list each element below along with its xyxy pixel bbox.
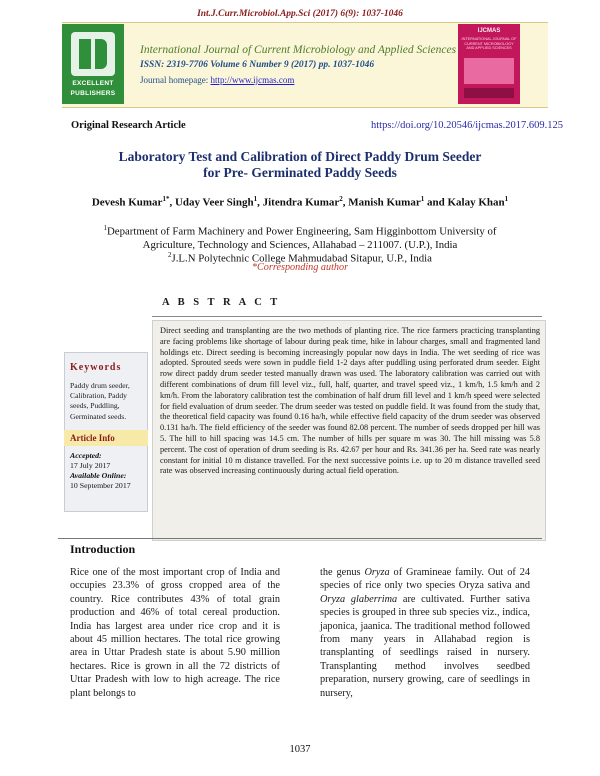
author-separator: ,: [342, 196, 349, 209]
title-line-2: for Pre- Germinated Paddy Seeds: [203, 165, 397, 180]
author-separator: ,: [257, 196, 263, 209]
introduction-divider: [58, 538, 542, 539]
cover-footer-band: [464, 88, 514, 98]
author-affiliation-mark: 1: [420, 195, 425, 203]
affiliation-1-line-1: Department of Farm Machinery and Power Engineering, Sam Higginbottom University of: [106, 225, 497, 238]
cover-subtitle: INTERNATIONAL JOURNAL OF CURRENT MICROBIOLOGY AND APPLIED SCIENCES: [461, 37, 517, 51]
corresponding-author-note: *Corresponding author: [251, 262, 349, 273]
keywords-list: Paddy drum seeder, Calibration, Paddy seeds, Puddling, Germinated seeds.: [70, 381, 130, 421]
publisher-logo: [62, 24, 124, 104]
affiliation-mark: 2: [168, 251, 172, 259]
journal-cover-image: [458, 24, 520, 104]
introduction-heading: Introduction: [70, 542, 136, 556]
author-name: Jitendra Kumar: [262, 196, 340, 209]
cover-graphic: [464, 58, 514, 84]
accepted-date: 17 July 2017: [70, 461, 111, 470]
logo-text-bottom: PUBLISHERS: [70, 90, 116, 97]
abstract-heading: A B S T R A C T: [162, 297, 281, 308]
affiliation-1-line-2: Agriculture, Technology and Sciences, Allahabad – 211007. (U.P.), India: [142, 238, 458, 251]
online-label: Available Online:: [70, 471, 127, 480]
species-name: Oryza glaberrima: [320, 593, 398, 605]
author-name: Kalay Khan: [447, 196, 505, 209]
article-title: [60, 149, 540, 181]
introduction-right-column: [320, 566, 530, 700]
author-list: [40, 195, 560, 209]
keywords-heading: Keywords: [70, 362, 122, 373]
author-affiliation-mark: 2: [339, 195, 343, 203]
article-type: Original Research Article: [71, 120, 186, 131]
title-line-1: Laboratory Test and Calibration of Direct Paddy Drum Seeder: [118, 149, 482, 164]
introduction-left-column: Rice one of the most important crop of India and occupies 23.3% of gross cropped area of the country. Rice contributes 43% of total grain production and 46% of total cereal production. India has largest area under rice crop and it is about 45 million hectares. The total rice growing area in Uttar Pradesh state is about 5.90 million hectares. Rice is grown in all the 72 districts of Uttar Pradesh with low to high acreage. The rice plant belongs to: [70, 567, 280, 699]
abstract-divider: [152, 316, 542, 317]
affiliation-1: [60, 222, 540, 252]
intro-text: of Gramineae family. Out of 24 species of rice only two species Oryza sativa and: [320, 567, 530, 592]
article-info-heading: Article Info: [70, 433, 115, 443]
logo-mark-icon: [71, 32, 115, 76]
journal-homepage: [140, 75, 294, 85]
accepted-label: Accepted:: [70, 451, 102, 460]
intro-text: the genus: [320, 567, 365, 578]
author-affiliation-mark: 1*: [162, 195, 170, 203]
author-name: Uday Veer Singh: [174, 196, 254, 209]
journal-issn: ISSN: 2319-7706 Volume 6 Number 9 (2017) pp. 1037-1046: [140, 60, 375, 70]
intro-text: are cultivated. Further sativa species is grouped in three sub species viz., indica, japonica, jaanica. The traditional method followed from many years in Allahabad region is transplanting of seedlings raised in nursery. Transplanting method involves seedbed preparation, nursery growing, care of seedlings in nursery,: [320, 593, 530, 699]
author-affiliation-mark: 1: [253, 195, 258, 203]
affiliation-mark: 1: [103, 224, 107, 232]
homepage-label: Journal homepage:: [140, 75, 211, 85]
logo-text-top: EXCELLENT: [72, 80, 114, 87]
running-head: Int.J.Curr.Microbiol.App.Sci (2017) 6(9): 1037-1046: [197, 9, 403, 19]
author-name: Manish Kumar: [348, 196, 421, 209]
genus-name: Oryza: [364, 567, 390, 578]
online-date: 10 September 2017: [70, 481, 131, 490]
doi-link[interactable]: https://doi.org/10.20546/ijcmas.2017.609.125: [371, 120, 564, 131]
author-name: Devesh Kumar: [91, 196, 163, 209]
author-affiliation-mark: 1: [504, 195, 509, 203]
affiliation-2-text: J.L.N Polytechnic College Mahmudabad Sitapur, U.P., India: [171, 252, 432, 265]
journal-name: International Journal of Current Microbiology and Applied Sciences: [140, 44, 457, 56]
article-dates: [70, 451, 148, 491]
author-and: and: [424, 196, 448, 209]
page-number: 1037: [289, 744, 311, 755]
author-separator: ,: [169, 196, 175, 209]
cover-title: IJCMAS: [477, 28, 501, 34]
homepage-link[interactable]: http://www.ijcmas.com: [210, 75, 295, 85]
abstract-text: Direct seeding and transplanting are the two methods of planting rice. The rice farmers practicing transplanting are facing problems like shortage of labour during peak time, hike in labour charges, small and fragmented land holdings etc. Direct seeding is becoming increasingly popular now days in India. The wet seeding of rice was adopted. Sprouted seeds were sown in puddle field 1-2 days after puddling using perforated drum seeder. Eight row direct paddy drum seeder tested manually drawn was used. The laboratory calibration was carried out with different combinations of drum fill level viz., full, half, quarter, and travel speed viz., 1 km/h, 1.5 km/h and 2 km/h. From the laboratory calibration test the combination of half drum fill level and 1 km/h speed were selected for field evaluation of drum seeder. The drum seeder was tested on puddle field. It was found from the study that, the theoretical field capacity was found 0.16 ha/h, while effective field capacity of the drum seeder was observed 0.131 ha/h. The field efficiency of the seeder was found 82.08 percent. The number of seeds dropped per hill was 5. The hill to hill spacing was 14.5 cm. The number of hills per square m was 30. The hill missing was 5.8 percent. The cost of operation of drum seeding is Rs. 42.67 per hour and Rs. 341.36 per ha. Seed rate was nearly constant for initial 10 m distance travelled. For the next successive points i.e. up to 20 m distance travelled seed rate was observed increasing continuously during actual field operation.: [152, 320, 546, 541]
